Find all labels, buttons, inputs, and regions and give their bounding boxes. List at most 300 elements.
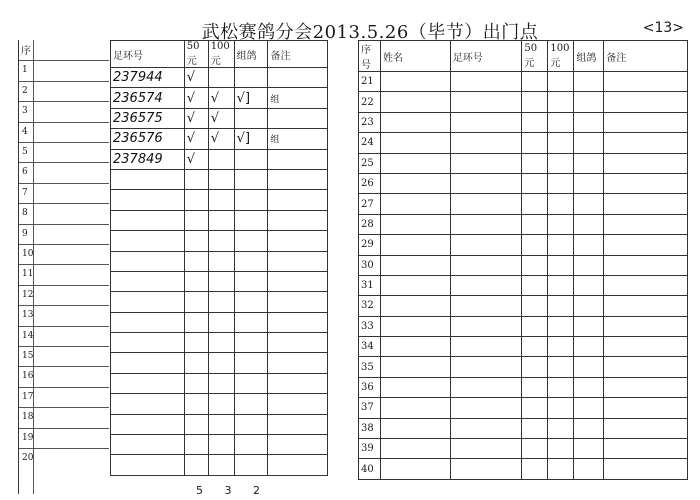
strip-row-line	[19, 142, 109, 143]
cell-empty	[604, 296, 688, 316]
strip-row-number: 15	[22, 351, 34, 361]
cell-c100	[208, 231, 234, 251]
strip-row-line	[19, 101, 109, 102]
table-row	[359, 72, 688, 92]
cell-empty	[604, 316, 688, 336]
cell-empty	[574, 337, 604, 357]
cell-empty	[548, 398, 574, 418]
strip-row-number: 6	[22, 167, 28, 178]
cell-c100	[208, 435, 234, 455]
strip-row-number: 12	[22, 289, 34, 300]
strip-row-number: 1	[22, 65, 28, 76]
cell-seq: 40	[359, 459, 381, 479]
cell-empty	[604, 377, 688, 397]
table-row	[359, 357, 688, 377]
cell-c100	[208, 455, 234, 475]
table-row	[111, 68, 328, 88]
cell-c50	[184, 373, 208, 393]
header-group: 组鸽	[234, 41, 268, 68]
cell-empty	[450, 418, 522, 438]
cell-empty	[548, 194, 574, 214]
strip-row-line	[19, 244, 109, 245]
table-row	[111, 435, 328, 455]
cell-empty	[548, 153, 574, 173]
cell-c100	[208, 190, 234, 210]
cell-empty	[604, 398, 688, 418]
strip-row-line	[19, 407, 109, 408]
cell-empty	[380, 92, 450, 112]
strip-row-line	[19, 264, 109, 265]
footer-totals	[196, 484, 286, 497]
strip-row-number: 14	[22, 330, 34, 341]
cell-seq: 37	[359, 398, 381, 418]
cell-empty	[522, 439, 548, 459]
cell-empty	[522, 255, 548, 275]
table-row	[111, 108, 328, 128]
strip-row-number: 11	[22, 269, 34, 280]
cell-empty	[380, 214, 450, 234]
cell-empty	[522, 418, 548, 438]
table-row	[111, 190, 328, 210]
cell-empty	[522, 133, 548, 153]
cell-empty	[450, 377, 522, 397]
cell-empty	[380, 194, 450, 214]
cell-empty	[522, 194, 548, 214]
header-group: 组鸽	[574, 41, 604, 72]
cell-note	[268, 414, 328, 434]
cell-empty	[574, 173, 604, 193]
cell-empty	[522, 296, 548, 316]
cell-empty	[548, 275, 574, 295]
table-row	[111, 394, 328, 414]
header-100: 100元	[548, 41, 574, 72]
table-row	[111, 271, 328, 291]
cell-empty	[380, 377, 450, 397]
cell-empty	[380, 72, 450, 92]
cell-c100	[208, 271, 234, 291]
strip-row-number: 3	[22, 106, 28, 117]
cell-seq: 21	[359, 72, 381, 92]
strip-row-line	[19, 183, 109, 184]
cell-empty	[548, 418, 574, 438]
cell-empty	[522, 235, 548, 255]
table-row	[359, 439, 688, 459]
header-ring: 足环号	[111, 41, 185, 68]
header-ring: 足环号	[450, 41, 522, 72]
cell-seq: 27	[359, 194, 381, 214]
cell-group	[234, 169, 268, 189]
cell-empty	[604, 357, 688, 377]
cell-empty	[450, 235, 522, 255]
cell-c50: √	[184, 129, 208, 149]
strip-row-line	[19, 162, 109, 163]
cell-empty	[604, 275, 688, 295]
cell-ring: 236574	[111, 88, 185, 108]
cell-group	[234, 251, 268, 271]
cell-group	[234, 435, 268, 455]
cell-note	[268, 210, 328, 230]
table-header-row	[359, 41, 688, 72]
cell-note	[268, 108, 328, 128]
strip-row-number: 20	[22, 453, 34, 463]
cell-empty	[522, 357, 548, 377]
total-100: 3	[224, 484, 232, 497]
cell-seq: 23	[359, 112, 381, 132]
cell-empty	[380, 235, 450, 255]
cell-c100	[208, 149, 234, 169]
cell-c50	[184, 312, 208, 332]
cell-ring: 237849	[111, 149, 185, 169]
cell-c100: √	[208, 108, 234, 128]
table-row	[111, 129, 328, 149]
cell-c50	[184, 190, 208, 210]
cell-c100	[208, 169, 234, 189]
cell-ring	[111, 292, 185, 312]
cell-ring	[111, 455, 185, 475]
cell-empty	[574, 275, 604, 295]
cell-note	[268, 68, 328, 88]
cell-c50	[184, 353, 208, 373]
cell-seq: 25	[359, 153, 381, 173]
previous-sheet-strip	[18, 40, 109, 494]
cell-note	[268, 394, 328, 414]
cell-c100	[208, 394, 234, 414]
cell-seq: 28	[359, 214, 381, 234]
cell-empty	[450, 275, 522, 295]
strip-row-line	[19, 346, 109, 347]
cell-c50	[184, 292, 208, 312]
cell-empty	[574, 153, 604, 173]
cell-empty	[548, 173, 574, 193]
strip-header: 序	[21, 46, 31, 57]
cell-empty	[548, 133, 574, 153]
cell-note	[268, 231, 328, 251]
cell-empty	[574, 459, 604, 479]
page-title: 武松赛鸽分会2013.5.26（毕节）出门点	[201, 22, 539, 43]
cell-empty	[548, 296, 574, 316]
table-row	[359, 214, 688, 234]
strip-row-number: 2	[22, 85, 28, 96]
cell-empty	[450, 133, 522, 153]
cell-c50	[184, 251, 208, 271]
cell-empty	[450, 316, 522, 336]
table-row	[359, 92, 688, 112]
cell-empty	[604, 92, 688, 112]
header-50: 50元	[184, 41, 208, 68]
strip-row-line	[19, 60, 109, 61]
cell-group	[234, 149, 268, 169]
table-row	[111, 149, 328, 169]
cell-ring	[111, 210, 185, 230]
cell-empty	[574, 214, 604, 234]
cell-empty	[548, 337, 574, 357]
cell-empty	[604, 153, 688, 173]
cell-empty	[604, 337, 688, 357]
table-row	[111, 292, 328, 312]
cell-note	[268, 333, 328, 353]
cell-seq: 30	[359, 255, 381, 275]
table-row	[359, 153, 688, 173]
table-row	[359, 173, 688, 193]
cell-empty	[380, 418, 450, 438]
cell-ring	[111, 394, 185, 414]
cell-group	[234, 394, 268, 414]
cell-empty	[548, 112, 574, 132]
strip-row-line	[19, 448, 109, 449]
strip-row-line	[19, 203, 109, 204]
strip-row-number: 9	[22, 228, 28, 239]
cell-c100	[208, 312, 234, 332]
table-row	[111, 373, 328, 393]
cell-empty	[548, 439, 574, 459]
cell-seq: 29	[359, 235, 381, 255]
table-row	[359, 255, 688, 275]
cell-seq: 33	[359, 316, 381, 336]
cell-seq: 26	[359, 173, 381, 193]
cell-seq: 36	[359, 377, 381, 397]
table-row	[359, 459, 688, 479]
table-row	[359, 275, 688, 295]
cell-ring: 236576	[111, 129, 185, 149]
cell-group	[234, 231, 268, 251]
table-row	[359, 398, 688, 418]
cell-empty	[604, 133, 688, 153]
cell-empty	[548, 316, 574, 336]
cell-seq: 22	[359, 92, 381, 112]
table-row	[111, 169, 328, 189]
cell-empty	[522, 377, 548, 397]
cell-empty	[522, 275, 548, 295]
cell-empty	[450, 112, 522, 132]
cell-empty	[604, 72, 688, 92]
cell-empty	[548, 235, 574, 255]
cell-seq: 34	[359, 337, 381, 357]
cell-empty	[522, 112, 548, 132]
cell-c100	[208, 373, 234, 393]
header-100: 100元	[208, 41, 234, 68]
table-row	[111, 353, 328, 373]
cell-empty	[574, 398, 604, 418]
cell-note	[268, 169, 328, 189]
cell-group	[234, 414, 268, 434]
page-number: <13>	[642, 20, 684, 36]
cell-note	[268, 149, 328, 169]
cell-c50: √	[184, 88, 208, 108]
cell-c100: √	[208, 129, 234, 149]
cell-note	[268, 455, 328, 475]
cell-empty	[574, 72, 604, 92]
table-row	[359, 418, 688, 438]
cell-empty	[450, 92, 522, 112]
table-row	[359, 235, 688, 255]
cell-group	[234, 292, 268, 312]
cell-c50: √	[184, 149, 208, 169]
cell-empty	[574, 194, 604, 214]
strip-row-number: 5	[22, 147, 28, 157]
strip-row-line	[19, 224, 109, 225]
cell-empty	[380, 398, 450, 418]
cell-c50	[184, 435, 208, 455]
cell-empty	[522, 173, 548, 193]
cell-empty	[604, 112, 688, 132]
cell-c100	[208, 292, 234, 312]
cell-note	[268, 190, 328, 210]
cell-empty	[380, 296, 450, 316]
table-row	[359, 296, 688, 316]
cell-group	[234, 373, 268, 393]
strip-row-line	[19, 81, 109, 82]
entry-table-left	[110, 40, 328, 476]
cell-empty	[450, 357, 522, 377]
cell-empty	[380, 133, 450, 153]
cell-note	[268, 312, 328, 332]
cell-ring	[111, 251, 185, 271]
cell-empty	[548, 377, 574, 397]
strip-row-number: 17	[22, 391, 34, 402]
cell-note	[268, 353, 328, 373]
table-row	[111, 333, 328, 353]
cell-group	[234, 210, 268, 230]
cell-note	[268, 292, 328, 312]
cell-empty	[604, 255, 688, 275]
cell-empty	[548, 357, 574, 377]
cell-empty	[574, 133, 604, 153]
cell-c100: √	[208, 88, 234, 108]
cell-empty	[604, 459, 688, 479]
cell-empty	[380, 439, 450, 459]
cell-note: 组	[268, 88, 328, 108]
cell-ring	[111, 435, 185, 455]
entry-table-right	[358, 40, 688, 480]
strip-row-line	[19, 366, 109, 367]
cell-note	[268, 271, 328, 291]
cell-c50: √	[184, 68, 208, 88]
cell-empty	[380, 173, 450, 193]
cell-empty	[380, 357, 450, 377]
cell-empty	[604, 418, 688, 438]
cell-seq: 35	[359, 357, 381, 377]
cell-ring	[111, 414, 185, 434]
cell-empty	[522, 316, 548, 336]
cell-c50	[184, 231, 208, 251]
strip-row-number: 10	[22, 249, 34, 259]
header-seq: 序号	[359, 41, 381, 72]
cell-group	[234, 353, 268, 373]
cell-ring	[111, 373, 185, 393]
cell-empty	[522, 214, 548, 234]
cell-seq: 31	[359, 275, 381, 295]
strip-row-number: 13	[22, 310, 34, 321]
cell-ring	[111, 271, 185, 291]
cell-empty	[574, 112, 604, 132]
cell-c50	[184, 169, 208, 189]
table-row	[111, 210, 328, 230]
strip-row-number: 19	[22, 432, 34, 443]
cell-c100	[208, 210, 234, 230]
cell-note: 组	[268, 129, 328, 149]
cell-c50	[184, 333, 208, 353]
cell-group	[234, 271, 268, 291]
cell-empty	[574, 296, 604, 316]
strip-row-number: 8	[22, 208, 28, 219]
cell-c100	[208, 333, 234, 353]
cell-c100	[208, 68, 234, 88]
cell-ring	[111, 190, 185, 210]
strip-row-line	[19, 122, 109, 123]
strip-row-line	[19, 326, 109, 327]
cell-empty	[450, 439, 522, 459]
cell-group: √]	[234, 129, 268, 149]
table-row	[111, 312, 328, 332]
cell-note	[268, 435, 328, 455]
cell-empty	[522, 92, 548, 112]
cell-group: √]	[234, 88, 268, 108]
header-50: 50元	[522, 41, 548, 72]
strip-row-line	[19, 285, 109, 286]
cell-ring: 237944	[111, 68, 185, 88]
strip-row-number: 4	[22, 126, 28, 137]
cell-ring	[111, 312, 185, 332]
cell-empty	[574, 316, 604, 336]
cell-group	[234, 312, 268, 332]
strip-row-line	[19, 428, 109, 429]
table-row	[111, 414, 328, 434]
cell-empty	[574, 357, 604, 377]
cell-ring	[111, 333, 185, 353]
table-header-row	[111, 41, 328, 68]
cell-empty	[450, 194, 522, 214]
table-row	[111, 231, 328, 251]
cell-empty	[574, 92, 604, 112]
header-remark: 备注	[604, 41, 688, 72]
cell-empty	[380, 316, 450, 336]
cell-note	[268, 373, 328, 393]
cell-empty	[604, 214, 688, 234]
cell-empty	[380, 112, 450, 132]
table-row	[111, 251, 328, 271]
cell-empty	[450, 255, 522, 275]
cell-c100	[208, 353, 234, 373]
header-name: 姓名	[380, 41, 450, 72]
cell-empty	[548, 92, 574, 112]
cell-empty	[522, 72, 548, 92]
cell-empty	[522, 337, 548, 357]
cell-c50	[184, 455, 208, 475]
cell-empty	[574, 418, 604, 438]
cell-empty	[450, 459, 522, 479]
cell-seq: 32	[359, 296, 381, 316]
cell-group	[234, 68, 268, 88]
cell-empty	[604, 194, 688, 214]
strip-row-number: 7	[22, 187, 28, 198]
cell-c100	[208, 251, 234, 271]
cell-empty	[380, 459, 450, 479]
cell-ring	[111, 231, 185, 251]
table-row	[359, 133, 688, 153]
table-row	[359, 337, 688, 357]
cell-c50	[184, 210, 208, 230]
cell-empty	[522, 459, 548, 479]
table-row	[359, 377, 688, 397]
cell-group	[234, 190, 268, 210]
strip-row-line	[19, 387, 109, 388]
cell-empty	[380, 255, 450, 275]
table-row	[359, 112, 688, 132]
cell-empty	[522, 153, 548, 173]
cell-empty	[548, 214, 574, 234]
cell-empty	[604, 173, 688, 193]
table-row	[111, 455, 328, 475]
